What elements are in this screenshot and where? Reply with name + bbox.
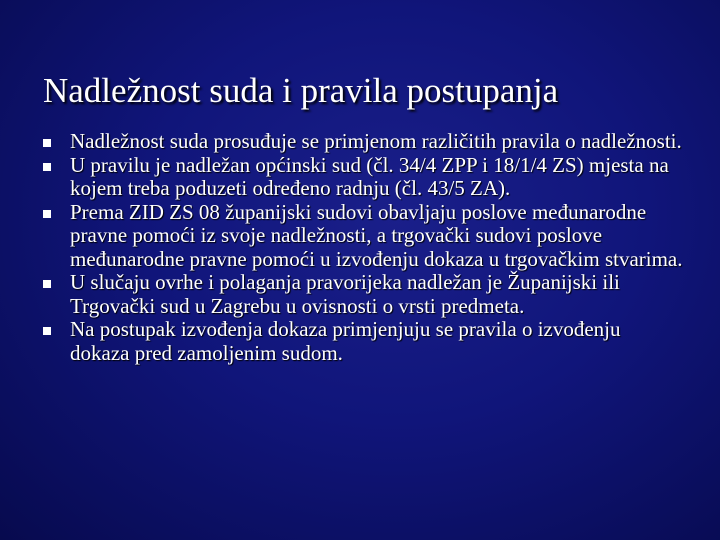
bullet-text: U pravilu je nadležan općinski sud (čl. 34/4 ZPP i 18/1/4 ZS) mjesta na kojem treba poduzeti određeno radnju (čl. 43/5 ZA). bbox=[70, 152, 669, 200]
bullet-item-2 bbox=[43, 154, 683, 201]
bullet-text: Na postupak izvođenja dokaza primjenjuju se pravila o izvođenju dokaza pred zamoljenim sudom. bbox=[70, 317, 621, 365]
square-bullet-icon bbox=[43, 163, 51, 171]
square-bullet-icon bbox=[43, 327, 51, 335]
bullet-list bbox=[43, 130, 683, 365]
bullet-text: Nadležnost suda prosuđuje se primjenom različitih pravila o nadležnosti. bbox=[70, 129, 682, 153]
square-bullet-icon bbox=[43, 210, 51, 218]
square-bullet-icon bbox=[43, 280, 51, 288]
slide-title: Nadležnost suda i pravila postupanja bbox=[43, 71, 559, 111]
bullet-item-1 bbox=[43, 130, 683, 154]
bullet-item-3 bbox=[43, 201, 683, 272]
bullet-text: U slučaju ovrhe i polaganja pravorijeka nadležan je Županijski ili Trgovački sud u Zagrebu u ovisnosti o vrsti predmeta. bbox=[70, 270, 620, 318]
bullet-item-5 bbox=[43, 318, 683, 365]
bullet-item-4 bbox=[43, 271, 683, 318]
bullet-text: Prema ZID ZS 08 županijski sudovi obavljaju poslove međunarodne pravne pomoći iz svoje nadležnosti, a trgovački sudovi poslove međunarodne pravne pomoći u izvođenju dokaza u trgovačkim stvarima. bbox=[70, 199, 683, 271]
square-bullet-icon bbox=[43, 139, 51, 147]
